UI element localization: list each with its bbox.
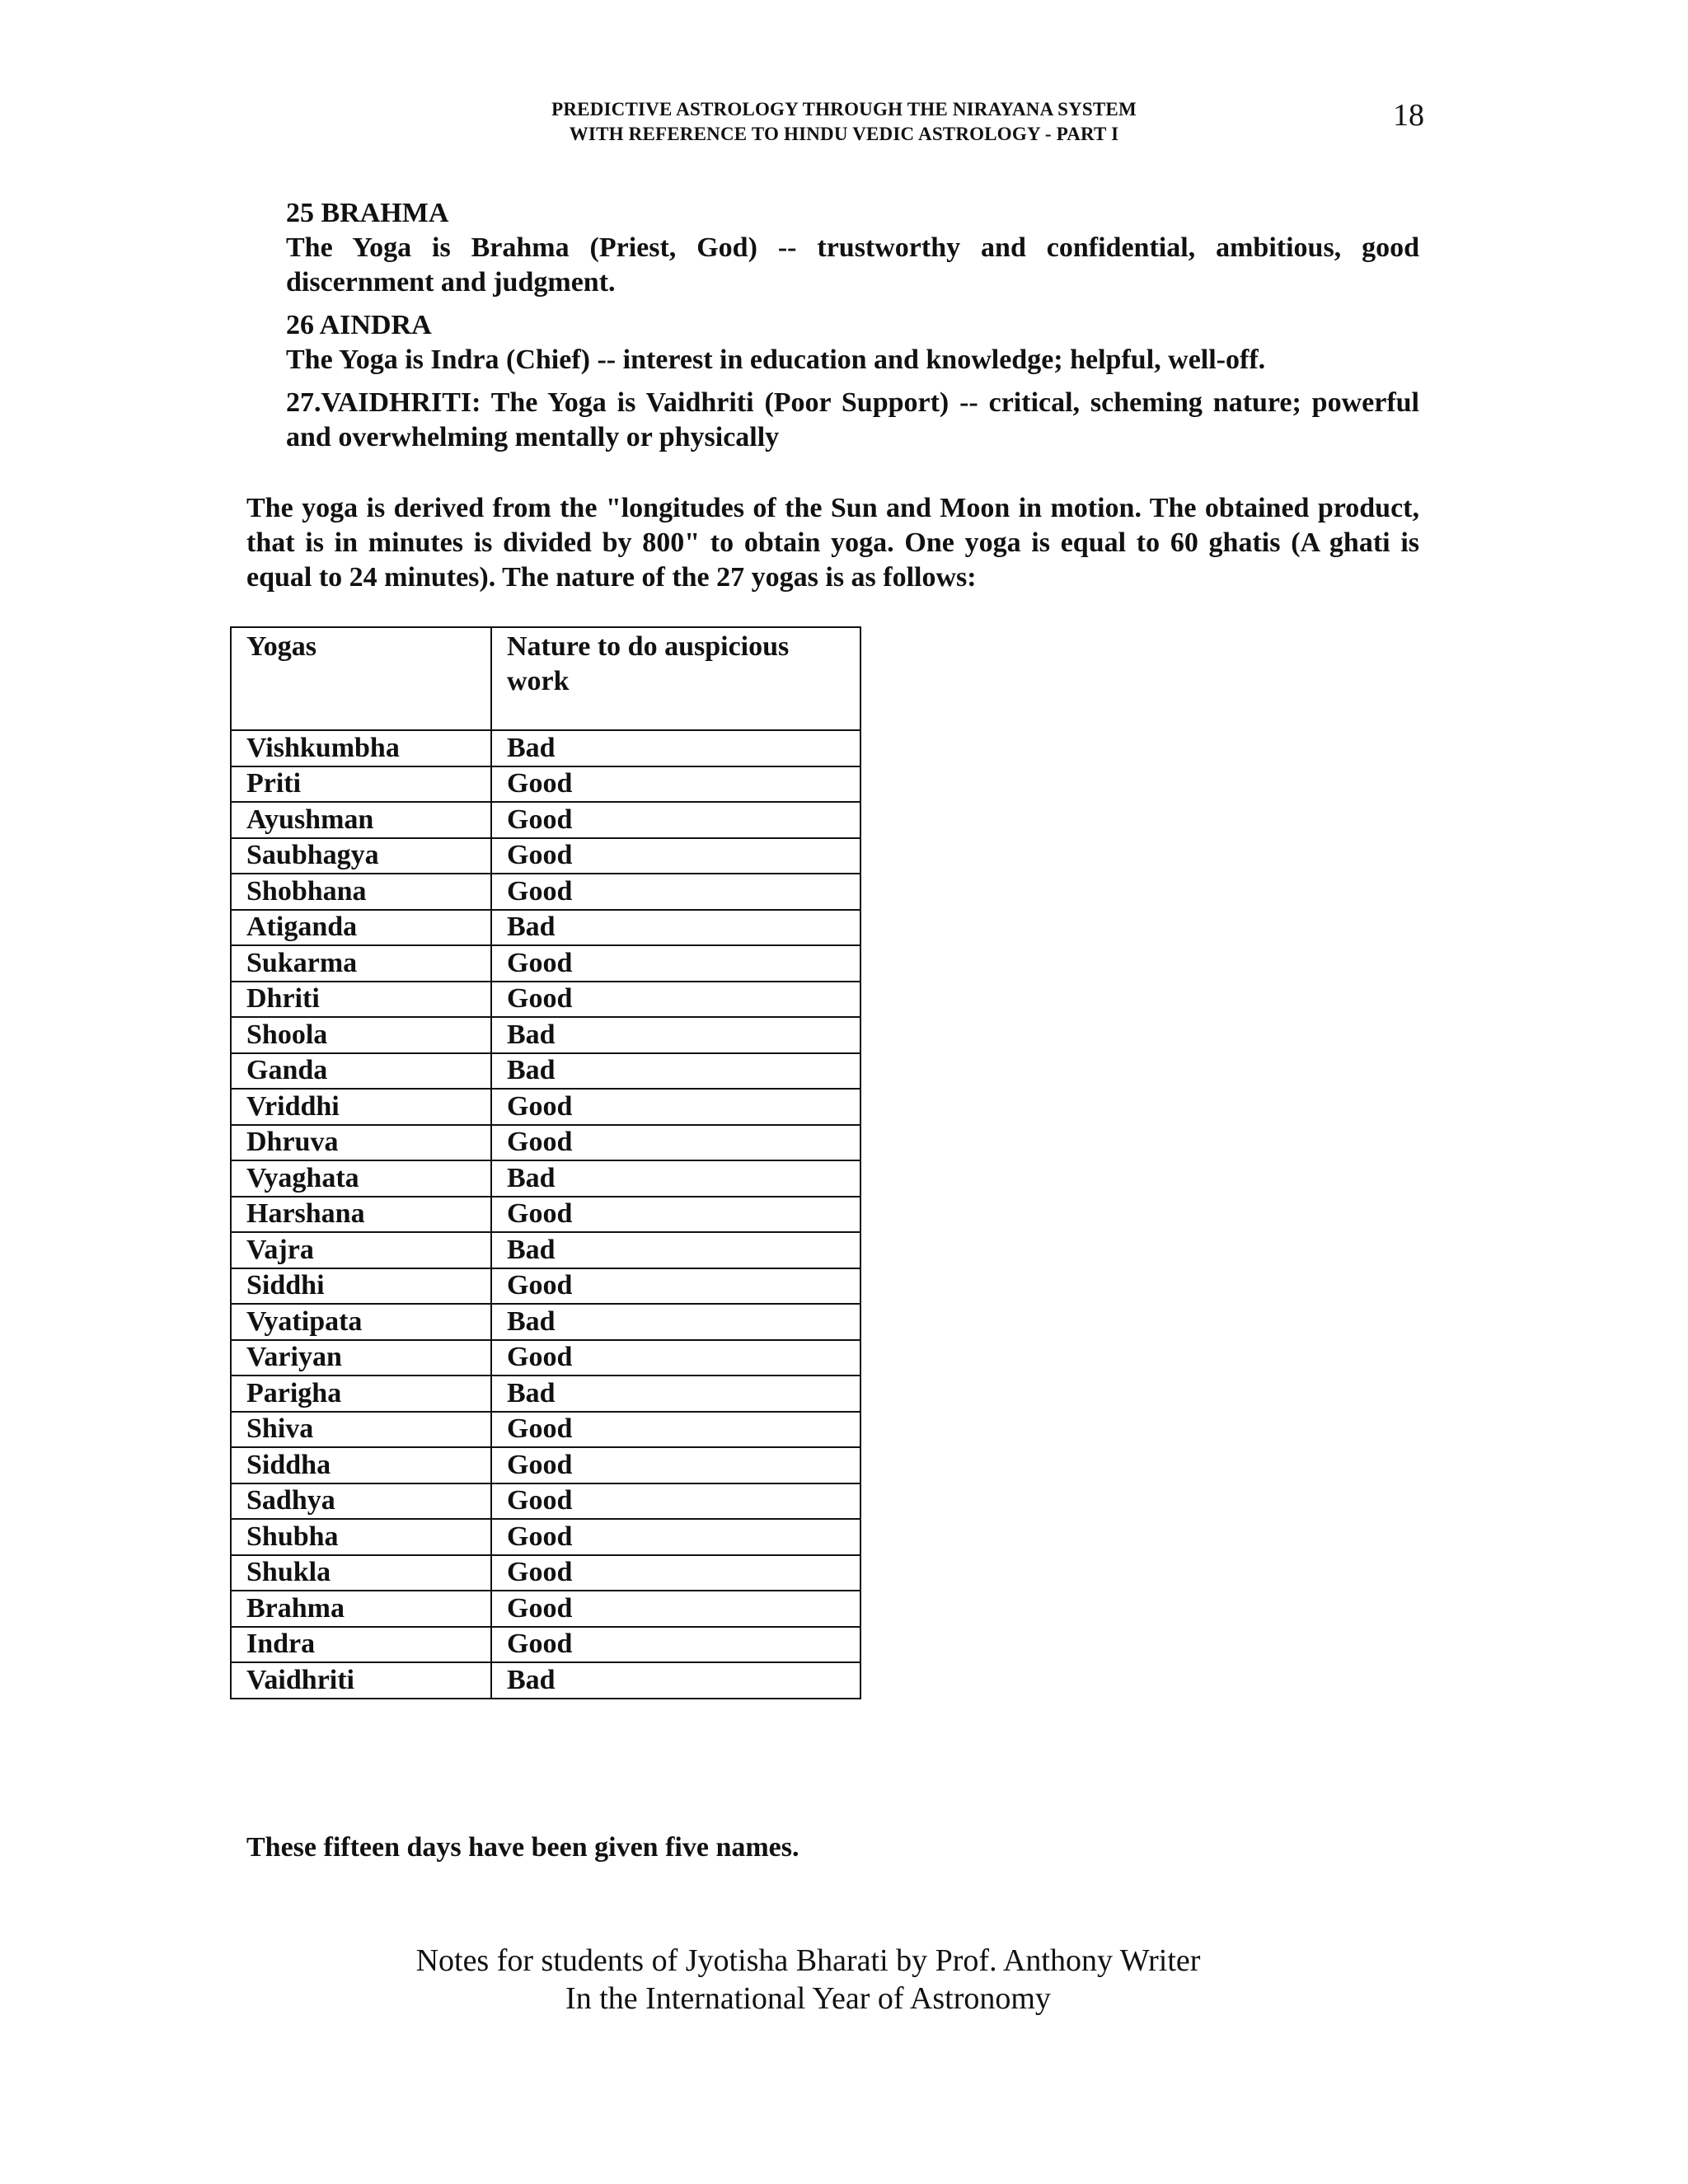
table-row	[231, 945, 860, 982]
table-row	[231, 1268, 860, 1305]
table-row	[231, 1591, 860, 1627]
yoga-nature-cell: Good	[491, 838, 860, 874]
yoga-nature-cell: Bad	[491, 1662, 860, 1699]
yoga-nature-cell: Good	[491, 982, 860, 1018]
table-row	[231, 1447, 860, 1483]
yoga-nature-cell: Good	[491, 1447, 860, 1483]
header-line-1: PREDICTIVE ASTROLOGY THROUGH THE NIRAYANA SYSTEM	[551, 99, 1137, 120]
table-row	[231, 1627, 860, 1663]
table-row	[231, 730, 860, 766]
table-row	[231, 874, 860, 910]
entry-27-text: 27.VAIDHRITI: The Yoga is Vaidhriti (Poor Support) -- critical, scheming nature; powerful and overwhelming mentally or physically	[286, 387, 1419, 452]
column-header-nature: Nature to do auspicious work	[491, 627, 860, 730]
entry-25-text: The Yoga is Brahma (Priest, God) -- trustworthy and confidential, ambitious, good discernment and judgment.	[286, 232, 1419, 298]
yoga-name-cell: Atiganda	[231, 910, 491, 946]
yoga-name-cell: Shoola	[231, 1017, 491, 1053]
yoga-name-cell: Harshana	[231, 1197, 491, 1233]
yoga-name-cell: Siddhi	[231, 1268, 491, 1305]
yoga-name-cell: Vriddhi	[231, 1089, 491, 1125]
yoga-name-cell: Shukla	[231, 1555, 491, 1591]
yoga-name-cell: Shubha	[231, 1519, 491, 1555]
yoga-name-cell: Saubhagya	[231, 838, 491, 874]
yoga-nature-cell: Good	[491, 1089, 860, 1125]
yoga-nature-cell: Bad	[491, 1017, 860, 1053]
yoga-nature-cell: Good	[491, 1340, 860, 1376]
table-row	[231, 1376, 860, 1412]
yoga-name-cell: Vyaghata	[231, 1160, 491, 1197]
yoga-nature-cell: Good	[491, 1197, 860, 1233]
yoga-nature-cell: Bad	[491, 1304, 860, 1340]
table-row	[231, 1340, 860, 1376]
yoga-name-cell: Variyan	[231, 1340, 491, 1376]
yoga-name-cell: Dhriti	[231, 982, 491, 1018]
yoga-name-cell: Ganda	[231, 1053, 491, 1090]
yoga-name-cell: Vishkumbha	[231, 730, 491, 766]
yoga-name-cell: Brahma	[231, 1591, 491, 1627]
yoga-name-cell: Priti	[231, 766, 491, 803]
yoga-nature-cell: Bad	[491, 1232, 860, 1268]
yoga-name-cell: Vajra	[231, 1232, 491, 1268]
yoga-nature-cell: Good	[491, 1627, 860, 1663]
footer-line-1: Notes for students of Jyotisha Bharati by Prof. Anthony Writer	[415, 1943, 1201, 1978]
yoga-nature-cell: Good	[491, 1591, 860, 1627]
yoga-entries	[286, 196, 1419, 455]
entry-26-title: 26 AINDRA	[286, 310, 432, 340]
page-number: 18	[1393, 98, 1424, 133]
table-row	[231, 1160, 860, 1197]
yoga-nature-cell: Good	[491, 766, 860, 803]
yoga-name-cell: Sukarma	[231, 945, 491, 982]
yoga-name-cell: Shiva	[231, 1412, 491, 1448]
yoga-name-cell: Sadhya	[231, 1483, 491, 1520]
yoga-name-cell: Parigha	[231, 1376, 491, 1412]
footer-line-2: In the International Year of Astronomy	[565, 1981, 1051, 2016]
table-header-row	[231, 627, 860, 730]
table-row	[231, 1232, 860, 1268]
closing-sentence: These fifteen days have been given five names.	[246, 1832, 799, 1863]
table-row	[231, 1304, 860, 1340]
yoga-name-cell: Indra	[231, 1627, 491, 1663]
entry-25-title: 25 BRAHMA	[286, 198, 449, 228]
yoga-nature-cell: Bad	[491, 1160, 860, 1197]
table-row	[231, 1053, 860, 1090]
yoga-name-cell: Ayushman	[231, 802, 491, 838]
yoga-nature-cell: Bad	[491, 1376, 860, 1412]
yoga-name-cell: Vaidhriti	[231, 1662, 491, 1699]
yoga-nature-cell: Good	[491, 1412, 860, 1448]
yoga-nature-cell: Bad	[491, 730, 860, 766]
intro-paragraph: The yoga is derived from the "longitudes of the Sun and Moon in motion. The obtained product, that is in minutes is divided by 800" to obtain yoga. One yoga is equal to 60 ghatis (A ghati is equal to 24 minutes). The nature of the 27 yogas is as follows:	[246, 493, 1419, 593]
page-footer	[0, 1942, 1616, 2018]
column-header-yogas: Yogas	[231, 627, 491, 730]
table-row	[231, 1483, 860, 1520]
table-row	[231, 766, 860, 803]
table-row	[231, 838, 860, 874]
yoga-nature-cell: Good	[491, 945, 860, 982]
table-row	[231, 802, 860, 838]
table-row	[231, 982, 860, 1018]
yoga-nature-cell: Good	[491, 1555, 860, 1591]
yoga-name-cell: Shobhana	[231, 874, 491, 910]
table-row	[231, 1412, 860, 1448]
yoga-name-cell: Vyatipata	[231, 1304, 491, 1340]
page-header	[0, 97, 1688, 147]
table-row	[231, 1555, 860, 1591]
yoga-nature-cell: Good	[491, 1125, 860, 1161]
yoga-nature-cell: Good	[491, 1519, 860, 1555]
entry-26-text: The Yoga is Indra (Chief) -- interest in education and knowledge; helpful, well-off.	[286, 344, 1266, 375]
yoga-nature-cell: Bad	[491, 910, 860, 946]
header-line-2: WITH REFERENCE TO HINDU VEDIC ASTROLOGY - PART I	[569, 124, 1119, 144]
table-row	[231, 1089, 860, 1125]
table-row	[231, 1662, 860, 1699]
yoga-name-cell: Siddha	[231, 1447, 491, 1483]
yoga-nature-cell: Good	[491, 874, 860, 910]
yoga-name-cell: Dhruva	[231, 1125, 491, 1161]
table-row	[231, 1197, 860, 1233]
yoga-nature-cell: Good	[491, 1268, 860, 1305]
yoga-nature-table	[230, 626, 861, 1699]
table-row	[231, 1519, 860, 1555]
yoga-nature-cell: Good	[491, 1483, 860, 1520]
table-row	[231, 1125, 860, 1161]
table-row	[231, 1017, 860, 1053]
table-row	[231, 910, 860, 946]
yoga-nature-cell: Good	[491, 802, 860, 838]
yoga-nature-cell: Bad	[491, 1053, 860, 1090]
